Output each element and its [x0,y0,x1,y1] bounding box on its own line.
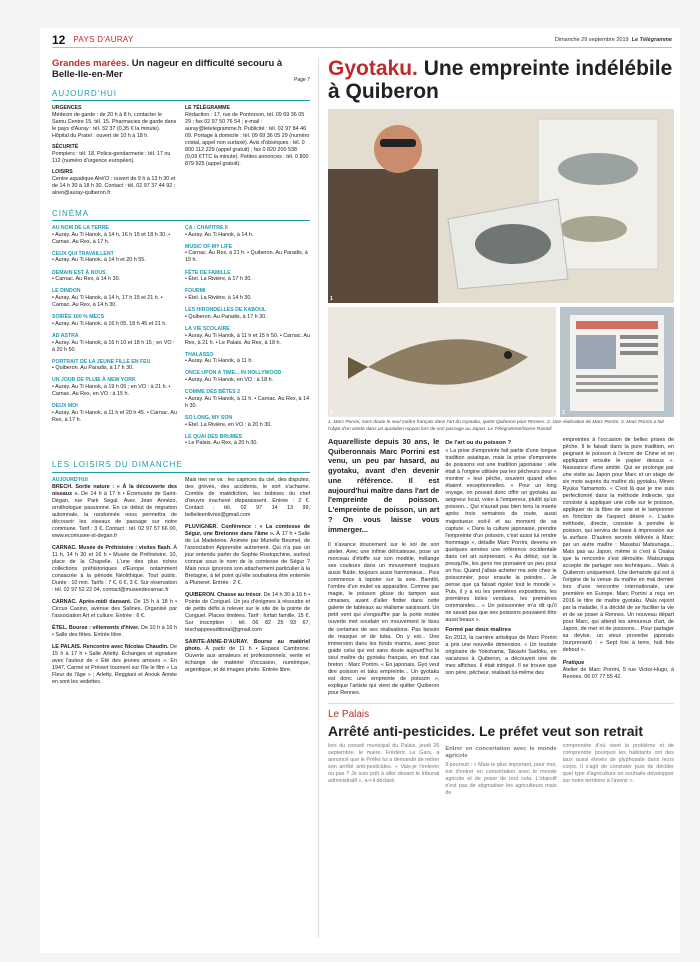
cinema-showtimes: • Auray. Au Ti Hanok, à 14 h, 16 h 15 et 18 h 30. • Carnac. Au Rex, à 17 h. [52,231,171,245]
info-block [185,105,310,168]
info-block [52,144,177,165]
loisir-item [52,625,177,639]
pratique-text: Atelier de Marc Porrini, 5 rue Victor-Hugo, à Rennes. 06 07 77 55 42. [562,667,674,681]
cinema-film-title: ÇA : CHAPITRE II [185,224,228,231]
aujourdhui-col1 [52,105,177,200]
cinema-listing [52,359,177,373]
loisirs-col2 [185,477,310,691]
palais-col2 [445,743,556,797]
cinema-showtimes: • Auray. Au Ti Hanok, à 19 h 05 ; en VO : à 21 h. • Carnac. Au Rex, en VO : à 15 h. [52,384,171,398]
cinema-listing [52,251,177,265]
info-block [52,169,177,197]
info-block-heading: SÉCURITÉ [52,143,79,150]
cinema-listing [185,225,310,239]
loisir-text: À 11 h, 14 h 30 et 16 h • Musée de Préhistoire, 10, place de la Chapelle. L'une des plus riches collections préhistoriques d'Europe notamment consacrée à la période Néolithique. Tout public. Durée : 10 min. Tarifs : 7 €, 6 €, 3 €. Sur réservation : tél. 02 97 52 22 04, contact@museedecarnac.fr [52,544,177,593]
photo-gyotaku [328,307,556,417]
photo-gyotaku-illustration [328,307,556,417]
photo-number-2: 2 [330,409,333,416]
caption-text: 1. Marc Porrini, sans doute le seul maître français dans l'art du Gyotaku, quitte Quiberon pour Rennes. 2. Une réalisation de Marc Porrini. 3. Marc Porrini a fait l'objet d'un article dans un quotidien nippon lors de son passage au Japon. [328,420,664,432]
cinema-block [52,225,310,452]
photo-japanese-newspaper [560,307,674,417]
article-col2 [445,437,556,697]
palais-body [328,743,674,797]
loisir-lead: ÉTEL. Bourse : vêtements d'hiver. [52,624,140,631]
cinema-film-title: THALASSO [185,351,214,358]
photo-group [328,109,674,417]
palais-section: Le Palais [328,703,674,721]
photo-caption [328,420,674,432]
loisir-lead: CARNAC. Après-midi dansant. [52,598,132,605]
loisir-item [185,524,310,587]
cinema-film-title: SOIRÉE 100 % MECS [52,314,105,321]
photo-artist-illustration [328,109,674,303]
loisir-item [52,545,177,594]
brief-page-ref: Page 7 [294,77,310,84]
cinema-showtimes: • Auray. Au Ti Hanok, à 14 h. [185,231,254,238]
header-date-paper [555,37,672,44]
cinema-showtimes: • Auray. Au Ti Hanok, à 11 h et 20 h 45. • Carnac. Au Rex, à 17 h. [52,409,177,423]
cinema-film-title: DEUX MOI [52,403,78,410]
loisir-lead: BRECH. Sortie nature : « À la découverte des oiseaux ». [52,483,177,497]
cinema-film-title: LA VIE SCOLAIRE [185,325,230,332]
article-chapo: Aquarelliste depuis 30 ans, le Quiberonnais Marc Porrini est venu, un peu par hasard, au gyotaku, avant d'en devenir une référence. Il est aujourd'hui maître dans l'art de l'empreinte de poisson. L'empreinte de poisson, un art ? On vous laisse vous immerger... [328,436,440,534]
palais-subhead: Entrer en concertation avec le monde agricole [445,745,557,760]
cinema-film-title: LES HIRONDELLES DE KABOUL [185,307,266,314]
loisir-day-heading: AUJOURD'HUI [52,476,88,483]
info-block-text: Rédaction : 17, rue de Pontorson, tél. 09 69 36 05 29 ; fax 02 97 50 76 54 ; e-mail : auray@letelegramme.fr. Publicité : tél. 02 97 84 46 09. Portage à domicile : tél. 09 69 36 05 29 (numéro cristal, appel non surtaxé). Avis d'obsèques : tél. 0 800 112 229 (appel gratuit) ; fax 0 820 200 538 (0,09 €TTC la minute). Petites annonces : tél. 0 800 879 925 (appel gratuit). [185,111,310,168]
paper-name: Le Télégramme [631,36,672,43]
cinema-showtimes: • Auray. Au Ti Hanok, à 11 h. [185,358,253,365]
cinema-film-title: DEMAIN EST À NOUS [52,269,106,276]
article-body [328,437,674,697]
aujourdhui-col2 [185,105,310,200]
loisirs-block [52,477,310,691]
cinema-listing [52,270,177,284]
article-title-red: Gyotaku. [328,57,418,80]
cinema-film-title: PORTRAIT DE LA JEUNE FILLE EN FEU [52,358,151,365]
cinema-film-title: LE DINDON [52,288,81,295]
subhead-deux-maitres: Formé par deux maîtres [445,626,512,633]
cinema-listing [185,434,310,448]
photo-artist [328,109,674,303]
photo-credit: Le Télégramme/Soren Rastoll [487,426,552,432]
loisirs-heading: LES LOISIRS DU DIMANCHE [52,460,310,472]
loisir-text: De 10 h à 16 h • Salle des fêtes. Entrée libre. [52,624,177,638]
cinema-showtimes: • Étel. La Rivière, à 14 h 30. [185,295,252,302]
cinema-col1 [52,225,177,452]
brief-headline [52,58,310,84]
brief-red: Grandes marées. [52,58,130,69]
loisir-text: De 14 h à 17 h • Écomusée de Saint-Dégan, rue Park Segal. Avec Jean Annézo, ornithologue passionné. En ce début de migration automnale, la randonnée nous permettra de découvrir les oiseaux de passage sur notre commune. Tarif : 3 €. Contact : tél. 02 97 57 66 00, www.ecomusee-st-degan.fr [52,490,178,539]
section-name: PAYS D'AURAY [73,35,134,45]
cinema-film-title: UN JOUR DE PLUIE À NEW YORK [52,377,136,384]
info-block-heading: URGENCES [52,105,82,112]
article-col1-body: Il s'avance doucement sur le sol de son atelier. Avec une infinie délicatesse, pose un morceau d'étoffe sur son modèle, mélange ses couleurs dans un mouvement toujours aussi fluide, toujours aussi harmonieux... Puis commence à tapoter sur la soie. Bientôt, l'ombre d'un mulet va apparaître. Comme par magie, le poisson glisse du tampon aux cimaises, avant d'aller flotter dans cette galerie de tableaux au réalisme saisissant. Un petit vent qui s'engouffre par la porte restée ouverte met soudain en mouvement le tissu de certaines de ses réalisations. Pas besoin de masque et de tuba. On y est... Une immersion dans les fonds marins, avec pour guide celui qui est sans doute aujourd'hui le seul maître du gyotaku français, en tout cas breton : Marc Porrini. « En japonais, Gyo veut dire poisson et taku empreinte... Un gyotaku est donc une empreinte de poisson », explique l'artiste qui vient de quitter Quiberon pour Rennes. [328,542,440,696]
cinema-listing [185,244,310,265]
cinema-showtimes: • Auray. Au Ti Hanok, à 16 h 05, 18 h 45 et 21 h. [52,320,167,327]
cinema-showtimes: • Auray. Au Ti Hanok, à 11 h. • Carnac. Au Rex, à 14 h 30. [185,395,310,409]
loisir-lead: PLUVIGNER. Conférence : « La comtesse de Ségur, une Bretonne dans l'âme ». [185,523,310,537]
photo-newspaper-illustration [560,307,674,417]
cinema-film-title: CEUX QUI TRAVAILLENT [52,250,114,257]
loisir-text: Mais rien ne va : les caprices du ciel, des disputes, des grèves, des accidents, le sort s'acharne. Comble de malédiction, les bobines du chef d'œuvre inachevé disparaissent. Entrée : 2 €. Contact : tél. 02 97 14 13 99, belleileenlivres@gmail.com [185,476,310,518]
info-block [52,105,177,140]
palais-col1: lors du conseil municipal du Palais, jeudi 26 septembre, le maire, Frédéric Le Gars, a annoncé que le Préfet lui a demandé de retirer son arrêté anti-pesticides. « Vais-je l'enlever ou pas ? Je suis prêt à aller devant le tribunal administratif », a-t-il déclaré. [328,742,440,784]
cinema-showtimes: • Quiberon. Au Paradis, à 17 h 30. [185,313,267,320]
palais-col3: comprendre d'où vient la problème et de comprendre pourquoi les habitants ont des taux aussi élevés de glyphosate dans leurs corps. Il s'agit de constater puis de décider quel type d'agriculture on souhaite développer sur notre territoire à l'avenir ». [562,742,674,784]
cinema-film-title: COMME DES BÊTES 2 [185,389,241,396]
info-block-heading: LE TÉLÉGRAMME [185,105,230,112]
cinema-film-title: FOURMI [185,288,206,295]
cinema-showtimes: • Carnac. Au Rex, à 21 h. • Quiberon. Au Paradis, à 15 h. [185,250,308,264]
cinema-listing [185,288,310,302]
header-date: Dimanche 29 septembre 2019 [554,36,629,43]
cinema-showtimes: • Auray. Au Ti Hanok, à 14 h et 20 h 55. [52,257,146,264]
cinema-listing [185,370,310,384]
page-number: 12 [52,32,66,47]
loisir-item [52,644,177,686]
photo-number-3: 3 [562,409,565,416]
cinema-showtimes: • Carnac. Au Rex, à 14 h 30. [52,276,121,283]
loisir-lead: QUIBERON. Chasse au trésor. [185,592,263,599]
cinema-showtimes: • Auray. Au Ti Hanok, à 11 h et 15 h 50. • Carnac. Au Rex, à 21 h. • Le Palais. Au Rex, à 18 h. [185,332,310,346]
pratique-box [563,660,674,681]
aujourdhui-block [52,105,310,200]
subhead-art-ou-poisson: De l'art ou du poisson ? [445,439,512,446]
loisir-text: À 17 h • Salle de La Madeleine. Animée par Murielle Beumel, de l'association Apprendre autrement. Qui n'a pas un jour entendu parler de Sophie Rostopchine, surtout connue sous le nom de la comtesse de Ségur ? Mais nous ignorons son attachement particulier à la Bretagne, à tel point qu'elle souhaitera être enterrée à Pluneret. Entrée : 2 €. [185,530,311,587]
cinema-showtimes: • Étel. La Rivière, en VO : à 20 h 30. [185,421,272,428]
loisir-item [185,592,310,634]
cinema-film-title: LE QUAI DES BRUMES [185,433,243,440]
loisir-lead: LE PALAIS. Rencontre avec Nicolas Chaudin. [52,643,169,650]
cinema-showtimes: • Quiberon. Au Paradis, à 17 h 30. [52,365,134,372]
article-title-rest: Une empreinte indélébile à Quiberon [328,57,673,103]
article-title [328,58,674,103]
loisir-item [52,477,177,540]
info-block-text: Pompiers : tél. 18. Police-gendarmerie : tél. 17 ou 112 (numéro d'urgence européen). [52,150,171,164]
loisir-item [52,599,177,620]
left-column [52,58,310,691]
article-col3-body: empreintes à l'occasion de belles prises de pêche. Il le faisait dans la pure tradition, en peignant le poisson à l'encre de Chine et en appliquant ensuite le papier dessus ». Naissance d'une amitié. Qui se prolonge par une visite au Japon pour Marc et un stage de six mois auprès du maître du gyotaku, Mineo Ryuka Yamamoto. « C'est là que je me suis perfectionné dans la méthode indirecte, qui consiste à appliquer une colle sur le poisson, appliquer de la fibre de soie et le tamponner en fonction de l'aspect désiré ». L'autre méthode, directe, consiste à peindre le poisson, qui servira de base à impression sur la surface. D'autres secrets délivrés à Marc par un autre maître : Masatsu Matsunaga... Mais pas au Japon, même si c'est à Osaka que la rencontre s'est déroulée. Matsunaga accepte de partager ses techniques... Mais à Quiberon uniquement. Une demande qui est à l'origine de la venue du maître en mai dernier lors d'une rencontre internationale, une première en Europe. Marc Porrini a reçu en 2016 le titre de maître gyotaku. Mais rejoint par la maladie, il a décidé de se faciliter la vie et de se poser à Rennes. Un nouveau départ pour Marc, qui attend les amoureux d'art, de Japon, de mer et de poissons... Pour partager sa devise, un vieux proverbe japonais (surprenant) : « Sept fois à terre, huit fois debout ». [562,436,674,654]
cinema-film-title: SO LONG, MY SON [185,414,233,421]
cinema-showtimes: • Étel. La Rivière, à 17 h 30. [185,276,252,283]
loisir-text: De 14 h 30 à 16 h • Pointe de Conguel. Un jeu d'énigmes à résoudre et de petits défis à relever sur le site de la pointe de Conguel. Places limitées. Tarif : forfait famille, 15 €. Sur inscription : tél. 06 82 25 93 67, teschappeesdittoral@gmail.com [185,592,310,634]
loisir-item [185,477,310,519]
loisir-item [185,639,310,674]
cinema-showtimes: • Auray. Au Ti Hanok, à 14 h, 17 h 15 et 21 h. • Carnac. Au Rex, à 14 h 30. [52,295,163,309]
cinema-film-title: FÊTE DE FAMILLE [185,269,231,276]
cinema-listing [185,415,310,429]
palais-title: Arrêté anti-pesticides. Le préfet veut son retrait [328,722,644,739]
newspaper-page [40,28,680,953]
loisir-text: De 15 h à 18 h • Circus Casino, avenue des Salines. Organisé par l'association Art et culture. Entrée : 6 €. [52,598,177,619]
cinema-showtimes: • Auray. Au Ti Hanok, à 16 h 10 et 18 h 15 ; en VO : à 20 h 50. [52,339,175,353]
cinema-listing [185,389,310,410]
palais-col2-body: Il poursuit : « Mais le plus important, pour moi, est d'entrer en concertation avec le monde agricole et de poser de tout cela. L'objectif n'est pas de stigmatiser les agriculteurs mais de [445,761,557,796]
article-col2-body1: « La prise d'empreinte fait partie d'une longue tradition asiatique, mais la prise d'empreinte de poissons est une tradition japonaise : elle était à l'origine utilisée par les pêcheurs pour « montrer » leur pêche, souvent quand elles étaient exceptionnelles. » Pour un long voyage, on pouvait donc offrir un gyotaku au seigneur local, voire à l'empereur, plutôt qu'un poisson... Qui n'aurait pas bien tenu la marée après trois semaines de route, aussi majestueux soit-il et au moment de sa capture. « Dans la culture japonaise, prendre l'empreinte d'un poisson, c'est aussi lui rendre hommage », détaille Marc Porrini, devenu en quelques années une référence occidentale dans cet art surprenant. « Au début, sur la presqu'île, les gens me prenaient un peu pour un fou. Quand j'allais acheter ma sole chez le poissonnier, pour ensuite la peindre... Je pense que ça faisait rigoler tout le monde ». Puis, il y a eu les premières expositions, les premières toiles vendues, les premières commandes... « Un poissonnier m'a dit qu'il ne savait pas que ses poissons pouvaient être aussi beaux ». [445,448,557,623]
cinema-listing [52,314,177,328]
cinema-listing [185,326,310,347]
photo-number-1: 1 [330,295,333,302]
cinema-listing [185,352,310,366]
column-separator [318,58,319,938]
cinema-listing [185,270,310,284]
article-col2-body2: En 2013, la carrière artistique de Marc Porrini a pris une nouvelle dimension. « Un touriste originaire de Yokohama, Takashi Sadoku, en vacances à Quiberon, a découvert une de mes affiches. Il était intrigué. Il se trouve que son père, pêcheur, réalisait lui-même des [445,635,557,677]
info-block-heading: LOISIRS [52,168,73,175]
cinema-film-title: AU NOM DE LA TERRE [52,224,109,231]
loisir-text: À partir de 11 h • Espace Cambrone. Ouverte aux amateurs et professionnels, vente et échange de matériel d'occasion, numérique, argentique, et de images photo. Entrée libre. [185,646,311,674]
right-column [328,58,674,797]
pratique-title: Pratique [562,660,585,667]
cinema-listing [185,307,310,321]
aujourdhui-heading: AUJOURD'HUI [52,89,310,101]
cinema-listing [52,377,177,398]
info-block-text: Médecin de garde : de 20 h à 8 h, contacter le Samu Centre 15, tél. 15. Pharmacies de garde dans le pays d'Auray : tél. 32 37 (0,35 € la minute). Hôpital du Pratel : ouvert de 10 h à 18 h. [52,111,177,139]
loisirs-col1 [52,477,177,691]
info-block-text: Centre aquatique Alré'O : ouvert de 9 h à 13 h 30 et de 14 h 30 à 18 h 30. Contact : tél. 02 97 37 44 92 ; alreo@auray-quiberon.fr [52,175,176,196]
cinema-listing [52,403,177,424]
page-header [52,34,672,48]
loisir-lead: CARNAC. Musée de Préhistoire : visites flash. [52,544,172,551]
cinema-film-title: MUSIC OF MY LIFE [185,243,233,250]
loisir-lead: SAINTE-ANNE-D'AURAY. Bourse au matériel photo. [185,639,310,653]
loisir-text: De 15 h à 17 h • Salle Arletty. Échanges et signature avec l'auteur de « Été des jeunes amours ». En 1947, Carmé et Prévert tournent sur l'île le film « La Fleur de l'âge » ; Arletty, Reggiani et Anouk Aimée en sont les vedettes. [52,643,177,685]
cinema-film-title: AD ASTRA [52,332,79,339]
cinema-listing [52,333,177,354]
cinema-listing [52,225,177,246]
article-col3 [563,437,674,697]
cinema-showtimes: • Le Palais. Au Rex, à 20 h 30. [185,440,258,447]
cinema-col2 [185,225,310,452]
brief-rest: Un nageur en difficulté secouru à Belle-Ile-en-Mer [52,58,283,81]
cinema-film-title: ONCE UPON A TIME... IN HOLLYWOOD [185,370,282,377]
article-col1 [328,437,439,697]
cinema-heading: CINÉMA [52,209,310,221]
cinema-listing [52,288,177,309]
cinema-showtimes: • Auray. Au Ti Hanok, en VO : à 18 h. [185,377,274,384]
